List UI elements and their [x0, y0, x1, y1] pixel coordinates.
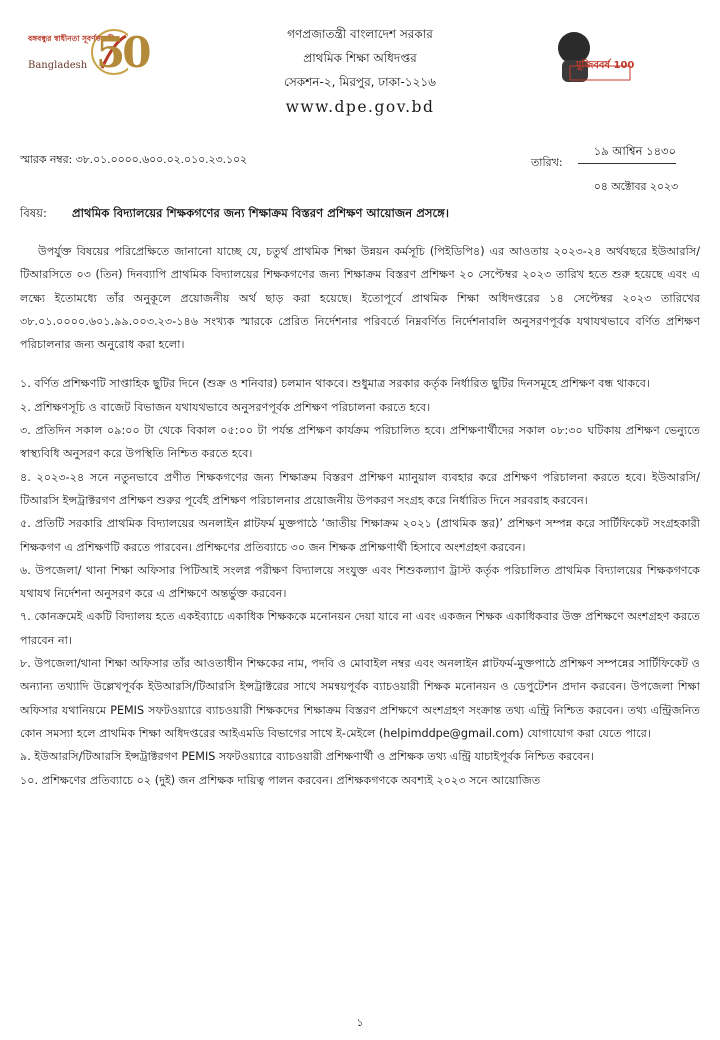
mujib-borsho-label: মুজিববর্ষ 100	[576, 60, 635, 71]
jubilee-logo-text: বঙ্গবন্ধুর স্বাধীনতা সূবর্ণজয়ন্তী	[28, 34, 115, 43]
list-item: ১. বর্ণিত প্রশিক্ষণটি সাপ্তাহিক ছুটির দিনে (শুক্র ও শনিবার) চলমান থাকবে। শুধুমাত্র সরকার কর্তৃক নির্ধারিত ছুটির দিনসমূহে প্রশিক্ষণ বন্ধ থাকবে।	[20, 377, 650, 391]
page-number: ১	[356, 1016, 364, 1029]
list-item: ৯. ইউআরসি/টিআরসি ইন্সট্রাক্টরগণ PEMIS সফটওয়্যারে ব্যাচওয়ারী প্রশিক্ষণার্থী ও প্রশিক্ষক তথ্য এন্ট্রি যাচাইপূর্বক নিশ্চিত করবেন।	[20, 750, 594, 764]
letterhead-website: www.dpe.gov.bd	[285, 98, 435, 116]
jubilee-logo-number: 50	[96, 28, 149, 77]
date-english: ০৪ অক্টোবর ২০২৩	[593, 180, 678, 193]
subject-line	[20, 205, 700, 224]
list-item: ১০. প্রশিক্ষণের প্রতিব্যাচে ০২ (দুই) জন প্রশিক্ষক দায়িত্ব পালন করবেন। প্রশিক্ষকগণকে অবশ্যই ২০২৩ সনে আয়োজিত	[20, 773, 541, 787]
subject-label: বিষয়:	[20, 206, 47, 220]
list-item: ৭. কোনক্রমেই একটি বিদ্যালয় হতে একইব্যাচে একাধিক শিক্ষককে মনোনয়ন দেয়া যাবে না এবং একজন শিক্ষক একাধিকবার উক্ত প্রশিক্ষণে অংশগ্রহণ করতে পারবেন না।	[20, 610, 700, 647]
list-item: ৪. ২০২৩-২৪ সনে নতুনভাবে প্রণীত শিক্ষকগণের জন্য শিক্ষাক্রম বিস্তরণ প্রশিক্ষণ ম্যানুয়াল ব্যবহার করে প্রশিক্ষণ পরিচালনা করতে হবে। ইউআরসি/টিআরসি ইন্সট্রাক্টরগণ প্রশিক্ষণ শুরুর পূর্বেই প্রশিক্ষণ পরিচালনার প্রয়োজনীয় উপকরণ সংগ্রহ করে নির্ধারিত দিনে সরবরাহ করবেন।	[20, 470, 700, 507]
portrait-emblem-icon	[550, 22, 640, 90]
list-item: ৫. প্রতিটি সরকারি প্রাথমিক বিদ্যালয়ের অনলাইন প্লাটফর্ম মুক্তপাঠে ‘জাতীয় শিক্ষাক্রম ২০২১ (প্রাথমিক স্তর)’ প্রশিক্ষণ সম্পন্ন করে সার্টিফিকেট সংগ্রহকারী শিক্ষকগণ এ প্রশিক্ষণটি করতে পারবেন। প্রশিক্ষণের প্রতিব্যাচে ৩০ জন শিক্ষক প্রশিক্ষণার্থী হিসাবে অংশগ্রহণ করবেন।	[20, 517, 700, 554]
letter-body	[20, 240, 700, 792]
date-bangla: ১৯ আশ্বিন ১৪৩০	[578, 143, 676, 164]
jubilee-logo-country: Bangladesh	[28, 60, 88, 71]
memo-number: স্মারক নম্বর: ৩৮.০১.০০০০.৬০০.০২.০১০.২৩.১০২	[20, 153, 248, 166]
list-item: ৩. প্রতিদিন সকাল ০৯:০০ টা থেকে বিকাল ০৫:০০ টা পর্যন্ত প্রশিক্ষণ কার্যক্রম পরিচালিত হবে। প্রশিক্ষণার্থীদের সকাল ০৮:৩০ ঘটিকায় প্রশিক্ষণ ভেন্যুতে স্বাস্থ্যবিধি অনুসরণ করে উপস্থিতি নিশ্চিত করতে হবে।	[20, 424, 700, 461]
letterhead-line-government: গণপ্রজাতন্ত্রী বাংলাদেশ সরকার	[287, 27, 433, 41]
subject-text: প্রাথমিক বিদ্যালয়ের শিক্ষকগণের জন্য শিক্ষাক্রম বিস্তরণ প্রশিক্ষণ আয়োজন প্রসঙ্গে।	[72, 206, 450, 220]
mujib-borsho-logo	[550, 22, 640, 90]
date-label: তারিখ:	[531, 156, 563, 169]
list-item: ২. প্রশিক্ষণসূচি ও বাজেট বিভাজন যথাযথভাবে অনুসরণপূর্বক প্রশিক্ষণ পরিচালনা করতে হবে।	[20, 400, 431, 414]
intro-paragraph: উপর্যুক্ত বিষয়ের পরিপ্রেক্ষিতে জানানো যাচ্ছে যে, চতুর্থ প্রাথমিক শিক্ষা উন্নয়ন কর্মসূচি (পিইডিপি৪) এর আওতায় ২০২৩-২৪ অর্থবছরে ইউআরসি/টিআরসিতে ০৩ (তিন) দিনব্যাপি প্রাথমিক বিদ্যালয়ের শিক্ষকগণের জন্য শিক্ষাক্রম বিস্তরণ প্রশিক্ষণ ২০ সেপ্টেম্বর ২০২৩ তারিখ হতে শুরু হয়েছে এবং এ লক্ষ্যে ইতোমধ্যে তাঁর অনুকূলে প্রয়োজনীয় অর্থ ছাড় করা হয়েছে। ইতোপূর্বে প্রাথমিক শিক্ষা অধিদপ্তরের ১৪ সেপ্টেম্বর ২০২৩ তারিখের ৩৮.০১.০০০০.৬০১.৯৯.০০৩.২৩-১৪৬ সংখ্যক স্মারকে প্রেরিত নির্দেশনার পরিবর্তে নিম্নবর্ণিত নির্দেশনাবলি অনুসরণপূর্বক যথাযথভাবে বর্ণিত প্রশিক্ষণ পরিচালনার জন্য অনুরোধ করা হলো।	[20, 245, 700, 352]
list-item: ৬. উপজেলা/ থানা শিক্ষা অফিসার পিটিআই সংলগ্ন পরীক্ষণ বিদ্যালয়ে সংযুক্ত এবং শিশুকল্যাণ ট্রাস্ট কর্তৃক পরিচালিত প্রাথমিক বিদ্যালয়ের শিক্ষকগণকে যথাযথ নির্দেশনা অনুসরণ করে এ প্রশিক্ষণে অন্তর্ভুক্ত করবেন।	[20, 563, 700, 601]
list-item: ৮. উপজেলা/থানা শিক্ষা অফিসার তাঁর আওতাধীন শিক্ষকের নাম, পদবি ও মোবাইল নম্বর এবং অনলাইন প্লাটফর্ম-মুক্তপাঠে প্রশিক্ষণ সম্পন্নের সার্টিফিকেট ও অন্যান্য তথ্যাদি উল্লেখপূর্বক ইউআরসি/টিআরসি ইন্সট্রাক্টরের সাথে সমন্বয়পূর্বক ব্যাচওয়ারী শিক্ষক মনোনয়ন ও ডেপুটেশন প্রদান করবেন। উপজেলা শিক্ষা অফিসার যথানিয়মে PEMIS সফটওয়্যারে ব্যাচওয়ারী শিক্ষকদের শিক্ষাক্রম বিস্তরণ প্রশিক্ষণে অংশগ্রহণ সংক্রান্ত তথ্য এন্ট্রি নিশ্চিত করবেন। তথ্য এন্ট্রিজনিত কোন সমস্যা হলে প্রাথমিক শিক্ষা অধিদপ্তরের আইএমডি বিভাগের সাথে ই-মেইলে (helpimddpe@gmail.com) যোগাযোগ করা যেতে পারে।	[20, 657, 700, 740]
letterhead-line-address: সেকশন-২, মিরপুর, ঢাকা-১২১৬	[284, 75, 436, 89]
letterhead-line-directorate: প্রাথমিক শিক্ষা অধিদপ্তর	[303, 51, 417, 65]
